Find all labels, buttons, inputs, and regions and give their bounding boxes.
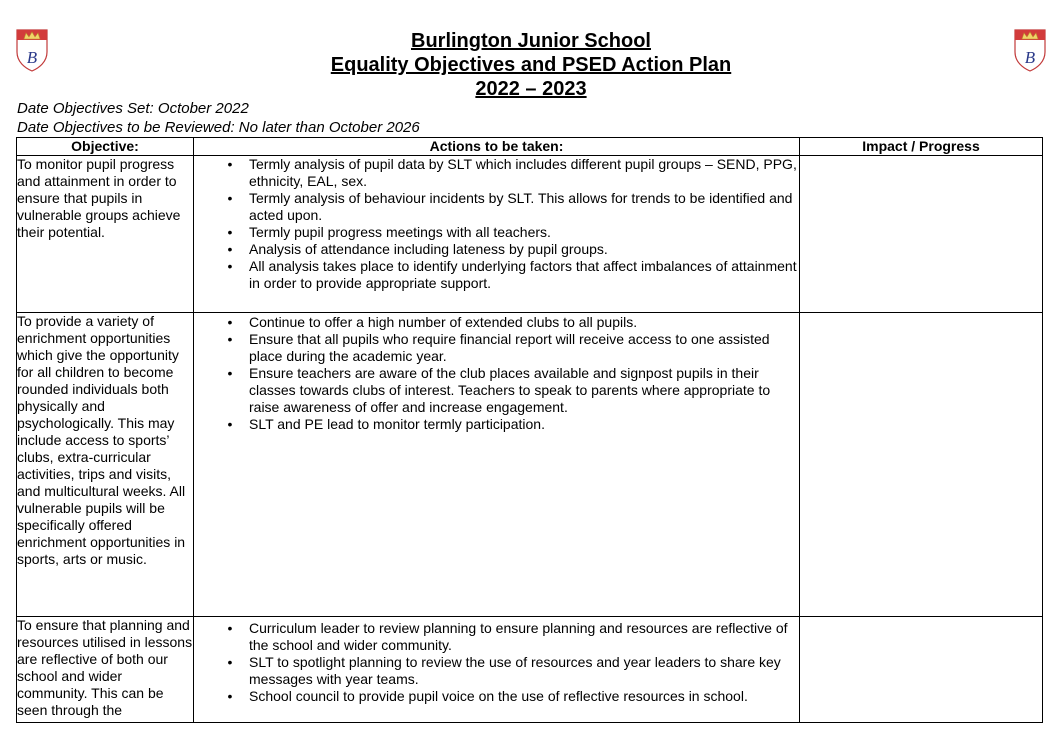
action-item — [227, 241, 799, 258]
bullet-icon: • — [227, 654, 233, 670]
action-text: All analysis takes place to identify underlying factors that affect imbalances of attainment in order to provide appropriate support. — [249, 258, 797, 291]
table-header-row — [17, 138, 1043, 156]
action-item — [227, 620, 799, 654]
crest-letter: B — [1024, 48, 1036, 67]
action-text: SLT to spotlight planning to review the use of resources and year leaders to share key messages with year teams. — [249, 654, 781, 687]
action-item — [227, 416, 799, 433]
school-name-heading: Burlington Junior School — [411, 30, 651, 52]
year-heading: 2022 – 2023 — [475, 78, 587, 100]
plan-title-heading: Equality Objectives and PSED Action Plan — [330, 54, 732, 76]
action-text: Analysis of attendance including lateness by pupil groups. — [249, 241, 608, 257]
action-item — [227, 654, 799, 688]
header-objective: Objective: — [17, 138, 194, 156]
table-row — [17, 313, 1043, 617]
objective-cell: To monitor pupil progress and attainment in order to ensure that pupils in vulnerable groups achieve their potential. — [17, 156, 194, 313]
action-item — [227, 258, 799, 292]
actions-cell — [194, 617, 800, 723]
action-item — [227, 688, 799, 705]
impact-cell — [800, 617, 1043, 723]
bullet-icon: • — [227, 156, 233, 172]
action-item — [227, 331, 799, 365]
table-row — [17, 617, 1043, 723]
action-text: Curriculum leader to review planning to ensure planning and resources are reflective of the school and wider community. — [249, 620, 788, 653]
header-actions: Actions to be taken: — [194, 138, 800, 156]
bullet-icon: • — [227, 620, 233, 636]
date-set-line: Date Objectives Set: October 2022 — [17, 100, 249, 117]
objective-cell: To ensure that planning and resources utilised in lessons are reflective of both our school and wider community. This can be seen through the — [17, 617, 194, 723]
table-row — [17, 156, 1043, 313]
action-text: Continue to offer a high number of extended clubs to all pupils. — [249, 314, 638, 330]
action-text: Ensure teachers are aware of the club places available and signpost pupils in their classes towards clubs of interest. Teachers to speak to parents where appropriate to raise awareness of offer and increase engagement. — [249, 365, 771, 415]
crest-letter: B — [26, 48, 38, 67]
actions-cell — [194, 156, 800, 313]
action-item — [227, 190, 799, 224]
action-text: Termly pupil progress meetings with all teachers. — [249, 224, 551, 240]
action-item — [227, 156, 799, 190]
bullet-icon: • — [227, 258, 233, 274]
action-item — [227, 314, 799, 331]
objective-cell: To provide a variety of enrichment opportunities which give the opportunity for all children to become rounded individuals both physically and psychologically. This may include access to sports’ clubs, extra-curricular activities, trips and visits, and multicultural weeks. All vulnerable pupils will be specifically offered enrichment opportunities in sports, arts or music. — [17, 313, 194, 617]
action-item — [227, 224, 799, 241]
bullet-icon: • — [227, 224, 233, 240]
action-text: Ensure that all pupils who require financial report will receive access to one assisted place during the academic year. — [249, 331, 770, 364]
bullet-icon: • — [227, 314, 233, 330]
impact-cell — [800, 156, 1043, 313]
header-impact: Impact / Progress — [800, 138, 1043, 156]
bullet-icon: • — [227, 365, 233, 381]
action-text: School council to provide pupil voice on the use of reflective resources in school. — [249, 688, 748, 704]
bullet-icon: • — [227, 688, 233, 704]
action-item — [227, 365, 799, 416]
impact-cell — [800, 313, 1043, 617]
action-text: Termly analysis of behaviour incidents by SLT. This allows for trends to be identified and acted upon. — [249, 190, 793, 223]
action-plan-table — [16, 137, 1043, 723]
bullet-icon: • — [227, 331, 233, 347]
action-text: Termly analysis of pupil data by SLT which includes different pupil groups – SEND, PPG, ethnicity, EAL, sex. — [249, 156, 797, 189]
bullet-icon: • — [227, 416, 233, 432]
actions-cell — [194, 313, 800, 617]
action-text: SLT and PE lead to monitor termly participation. — [249, 416, 545, 432]
bullet-icon: • — [227, 241, 233, 257]
bullet-icon: • — [227, 190, 233, 206]
date-review-line: Date Objectives to be Reviewed: No later than October 2026 — [17, 119, 420, 136]
